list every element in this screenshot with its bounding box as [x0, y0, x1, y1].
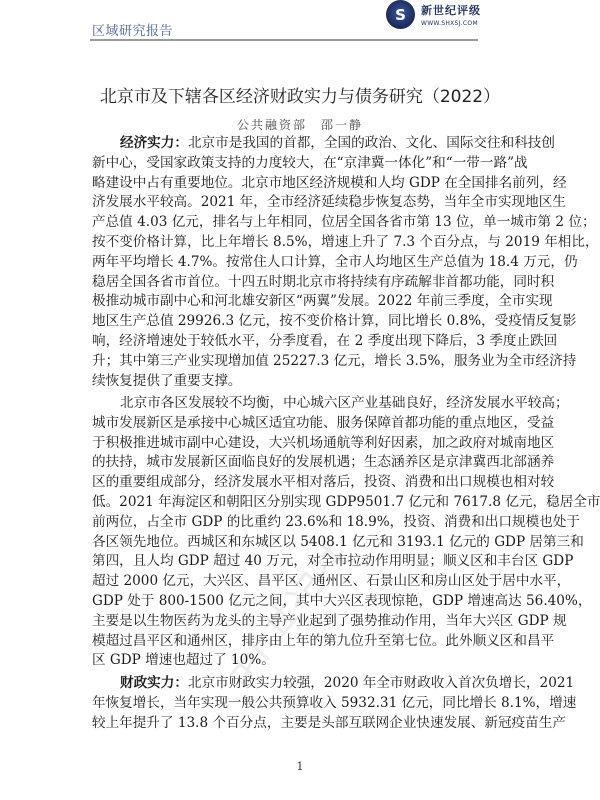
- text-line: [92, 674, 575, 694]
- line-text: 北京市是我国的首都，全国的政治、文化、国际交往和科技创: [187, 135, 555, 151]
- line-text: 前两位，占全市 GDP 的比重约 23.6%和 18.9%，投资、消费和出口规模也处于: [92, 513, 580, 530]
- line-text: 各区领先地位。西城区和东城区以 5408.1 亿元和 3193.1 亿元的 GDP 居第三和: [92, 533, 584, 550]
- line-text: 主要是以生物医药为龙头的主导产业起到了强势推动作用，当年大兴区 GDP 规: [92, 612, 567, 629]
- text-line: [92, 572, 571, 592]
- text-line: [92, 592, 592, 612]
- text-line: [92, 372, 508, 392]
- line-text: 低。2021 年海淀区和朝阳区分别实现 GDP9501.7 亿元和 7617.8 亿元，稳居全市: [92, 493, 600, 510]
- line-text: 两年平均增长 4.7%。按常住人口计算，全市人均地区生产总值为 18.4 万元，仍: [92, 253, 578, 270]
- header-divider: [90, 39, 478, 41]
- text-line: [92, 273, 555, 293]
- page-number: 1: [296, 760, 304, 773]
- line-text: 按不变价格计算，比上年增长 8.5%，增速上升了 7.3 个百分点，与 2019 年相比，: [92, 233, 599, 250]
- text-line: [92, 453, 555, 473]
- text-line: [92, 213, 596, 233]
- line-text: 北京市财政实力较强，2020 年全市财政收入首次负增长，2021: [187, 675, 575, 691]
- text-line: [92, 394, 569, 414]
- text-line: [92, 513, 580, 533]
- text-line: [92, 632, 555, 652]
- text-line: [92, 193, 566, 213]
- paragraph-lead: 财政实力：: [120, 675, 188, 691]
- report-category: 区域研究报告: [92, 24, 174, 39]
- author-line: 公共融资部 邵一静: [236, 118, 363, 132]
- text-line: [92, 292, 553, 312]
- text-line: [92, 714, 566, 734]
- text-line: [92, 552, 574, 572]
- line-text: 模超过昌平区和通州区，排序由上年的第九位升至第七位。此外顺义区和昌平: [92, 632, 555, 649]
- line-text: 济发展水平较高。2021 年，全市经济延续稳步恢复态势，当年全市实现地区生: [92, 194, 566, 211]
- text-line: [92, 612, 567, 632]
- line-text: 于积极推进城市副中心建设，大兴机场通航等利好因素，加之政府对城南地区: [92, 434, 555, 451]
- text-line: [92, 473, 555, 493]
- paragraph-economic-strength: [92, 134, 599, 391]
- line-text: 区的重要组成部分，经济发展水平相对落后，投资、消费和出口规模也相对较: [92, 474, 555, 491]
- line-text: 地区生产总值 29926.3 亿元，按不变价格计算，同比增长 0.8%，受疫情反复影: [92, 313, 577, 330]
- text-line: [92, 493, 600, 513]
- line-text: 年恢复增长，当年实现一般公共预算收入 5932.31 亿元，同比增长 8.1%，增速: [92, 694, 577, 711]
- line-text: 极推动城市副中心和河北雄安新区“两翼”发展。2022 年前三季度，全市实现: [92, 293, 553, 310]
- paragraph-lead: 经济实力：: [120, 135, 188, 151]
- text-line: [92, 233, 599, 253]
- text-line: [92, 253, 578, 273]
- line-text: 较上年提升了 13.8 个百分点，主要是头部互联网企业快速发展、新冠疫苗生产: [92, 714, 566, 731]
- line-text: 北京市各区发展较不均衡，中心城六区产业基础良好，经济发展水平较高；: [120, 395, 569, 411]
- text-line: [92, 332, 558, 352]
- text-line: [92, 174, 567, 194]
- paragraph-district-development: [92, 394, 600, 671]
- line-text: 升；其中第三产业实现增加值 25227.3 亿元，增长 3.5%，服务业为全市经济持: [92, 352, 577, 369]
- page-title: 北京市及下辖各区经济财政实力与债务研究（2022）: [99, 87, 501, 107]
- text-line: [92, 134, 555, 154]
- line-text: 第四，且人均 GDP 超过 40 万元，对全市拉动作用明显；顺义区和丰台区 GDP: [92, 553, 574, 570]
- line-text: 产总值 4.03 亿元，排名与上年相同，位居全国各省市第 13 位，单一城市第 2 位；: [92, 214, 596, 231]
- text-line: [92, 533, 584, 553]
- text-line: [92, 694, 577, 714]
- line-text: 城市发展新区是承接中心城区适宜功能、服务保障首都功能的重点地区，受益: [92, 414, 555, 431]
- text-line: [92, 154, 528, 174]
- text-line: [92, 434, 555, 454]
- line-text: 超过 2000 亿元，大兴区、昌平区、通州区、石景山区和房山区处于居中水平，: [92, 573, 571, 590]
- line-text: 响，经济增速处于较低水平，分季度看，在 2 季度出现下降后，3 季度止跌回: [92, 332, 558, 349]
- line-text: 续恢复提供了重要支撑。: [92, 372, 242, 389]
- line-text: GDP 处于 800-1500 亿元之间，其中大兴区表现惊艳，GDP 增速高达 56.40%，: [92, 592, 592, 609]
- text-line: [92, 312, 577, 332]
- brand-logo-icon: S: [386, 0, 415, 29]
- brand-url: WWW.SHXSJ.COM: [421, 20, 478, 27]
- line-text: 稳居全国各省市首位。十四五时期北京市将持续有序疏解非首都功能，同时积: [92, 273, 555, 290]
- line-text: 区 GDP 增速也超过了 10%。: [92, 652, 275, 669]
- text-line: [92, 414, 555, 434]
- text-line: [92, 651, 508, 671]
- line-text: 略建设中占有重要地位。北京市地区经济规模和人均 GDP 在全国排名前列，经: [92, 174, 567, 191]
- text-line: [92, 352, 577, 372]
- line-text: 的扶持，城市发展新区面临良好的发展机遇；生态涵养区是京津冀西北部涵养: [92, 454, 555, 471]
- line-text: 新中心，受国家政策支持的力度较大，在“京津冀一体化”和“一带一路”战: [92, 154, 528, 171]
- paragraph-fiscal-strength: [92, 674, 577, 733]
- brand-name: 新世纪评级: [421, 4, 481, 17]
